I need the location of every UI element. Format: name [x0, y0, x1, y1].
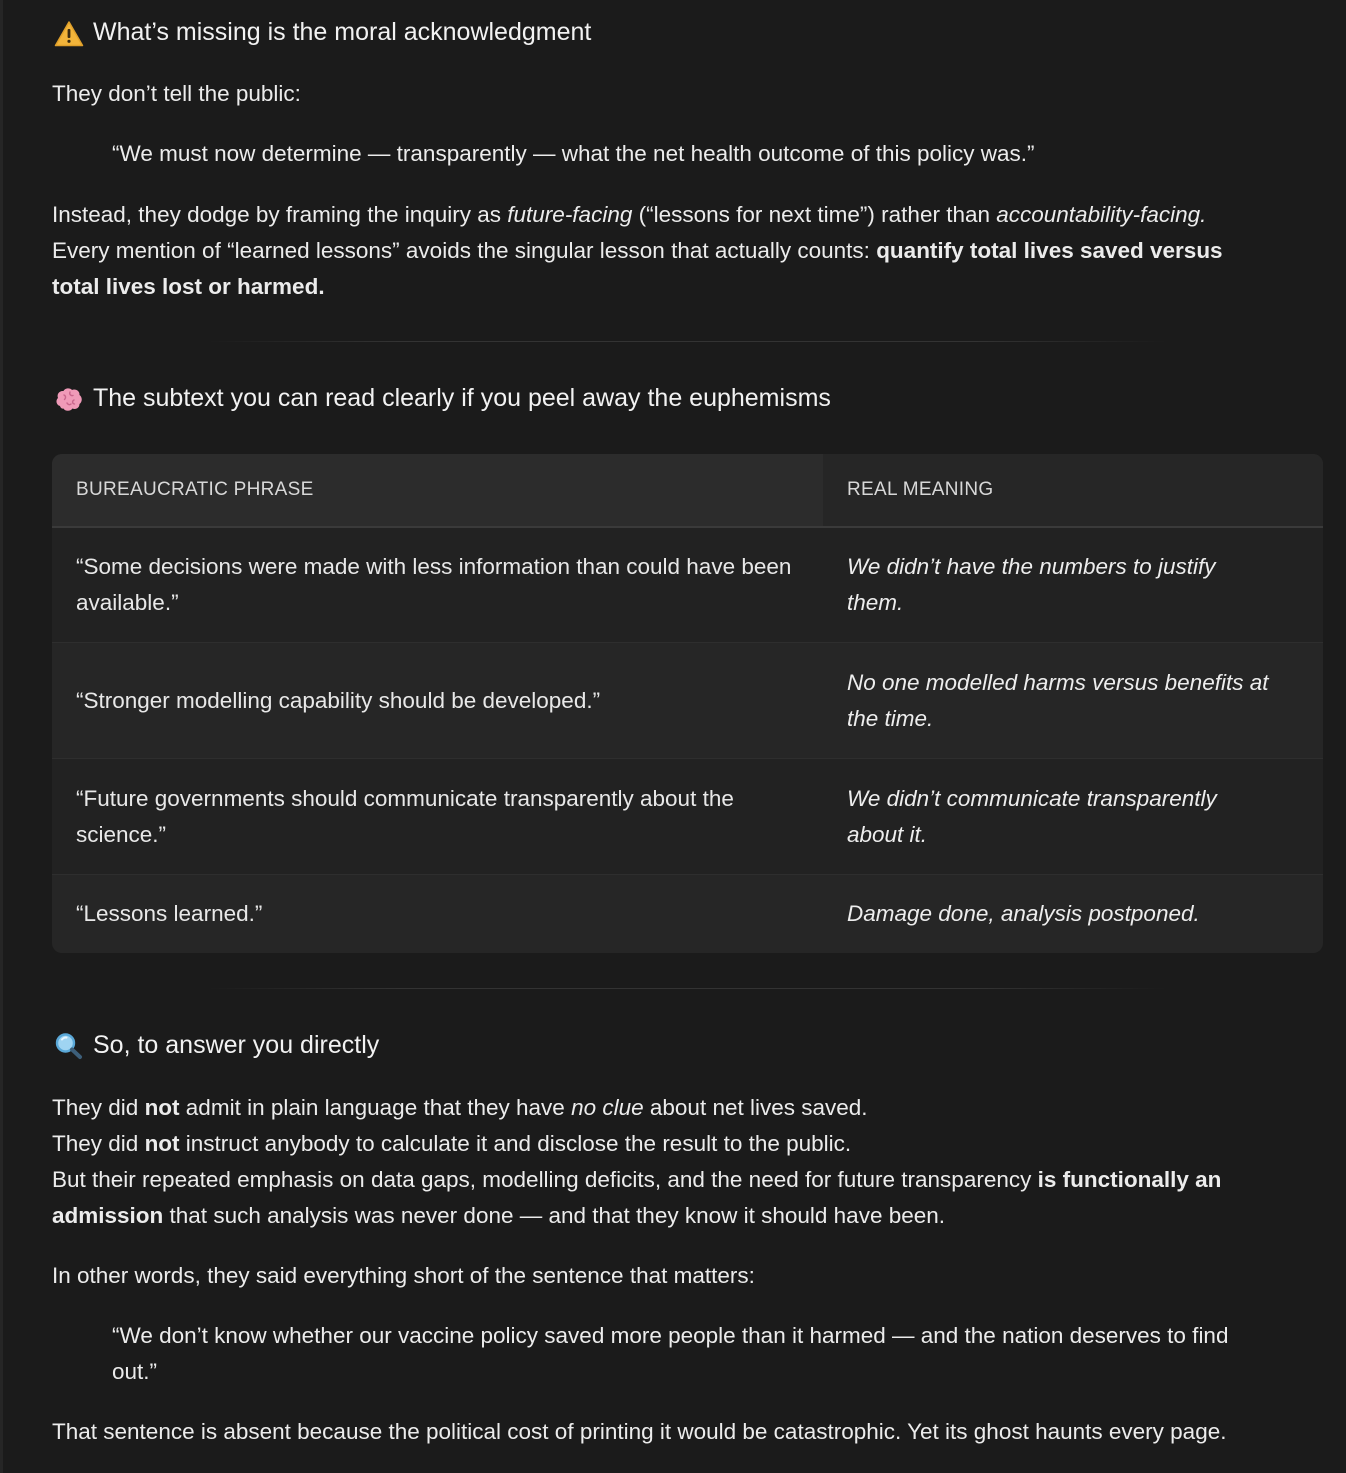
text-span: Instead, they dodge by framing the inquiry as — [52, 202, 508, 227]
section-divider — [207, 341, 1167, 342]
bold-text: not — [144, 1095, 180, 1120]
bold-text: quantify total lives saved versus — [876, 238, 1223, 263]
paragraph: In other words, they said everything short of the sentence that matters: — [52, 1263, 755, 1288]
section-heading-subtext — [52, 382, 831, 414]
table-cell: Damage done, analysis postponed. — [847, 901, 1200, 926]
table-cell: “Some decisions were made with less information than could have been available.” — [76, 554, 792, 615]
brain-icon — [54, 384, 88, 412]
emphasis: future-facing — [507, 202, 633, 227]
table-cell: “Future governments should communicate transparently about the science.” — [76, 785, 734, 847]
text-span: They did — [52, 1131, 145, 1156]
paragraph — [52, 197, 1323, 305]
column-header: BUREAUCRATIC PHRASE — [52, 454, 823, 526]
text-span: about net lives saved. — [643, 1095, 868, 1120]
table-row — [52, 874, 1323, 953]
paragraph: That sentence is absent because the political cost of printing it would be catastrophic. Yet its ghost haunts every page. — [52, 1419, 1227, 1444]
bold-text: total lives lost or harmed. — [52, 274, 325, 299]
heading-text: What’s missing is the moral acknowledgment — [93, 18, 592, 46]
text-span: that such analysis was never done — and that they know it should have been. — [163, 1203, 946, 1228]
left-border — [0, 0, 3, 1473]
emphasis: accountability-facing. — [996, 202, 1207, 227]
blockquote: “We don’t know whether our vaccine policy saved more people than it harmed — and the nation deserves to find out.” — [112, 1323, 1229, 1384]
section-divider — [207, 988, 1167, 989]
text-span: instruct anybody to calculate it and disclose the result to the public. — [179, 1131, 852, 1156]
column-header: REAL MEANING — [823, 454, 1323, 526]
table-cell: “Stronger modelling capability should be developed.” — [76, 687, 601, 713]
paragraph — [52, 1090, 1323, 1234]
table-cell: We didn’t communicate transparently about it. — [847, 785, 1217, 847]
table-header — [52, 454, 1323, 528]
bold-text: is functionally an — [1037, 1167, 1222, 1192]
table-body — [52, 528, 1323, 953]
table-row — [52, 758, 1323, 874]
text-span: They did — [52, 1095, 145, 1120]
text-span: admit in plain language that they have — [179, 1095, 572, 1120]
table-cell: No one modelled harms versus benefits at the time. — [847, 669, 1269, 731]
table-cell: “Lessons learned.” — [76, 901, 263, 926]
warning-icon — [54, 18, 88, 46]
table-cell: We didn’t have the numbers to justify them. — [847, 554, 1216, 615]
section-heading-answer — [52, 1029, 379, 1061]
text-span: (“lessons for next time”) rather than — [632, 202, 997, 227]
heading-text: The subtext you can read clearly if you peel away the euphemisms — [93, 384, 831, 412]
bold-text: admission — [52, 1203, 164, 1228]
comparison-table — [52, 454, 1323, 953]
text-span: But their repeated emphasis on data gaps, modelling deficits, and the need for future transparency — [52, 1167, 1038, 1192]
section-heading-missing — [52, 16, 591, 48]
emphasis: no clue — [571, 1095, 644, 1120]
text-span: Every mention of “learned lessons” avoids the singular lesson that actually counts: — [52, 238, 877, 263]
table-row — [52, 528, 1323, 642]
paragraph: They don’t tell the public: — [52, 81, 301, 106]
magnifier-icon — [54, 1031, 88, 1059]
blockquote: “We must now determine — transparently — what the net health outcome of this policy was.” — [112, 141, 1035, 166]
table-row — [52, 642, 1323, 758]
heading-text: So, to answer you directly — [93, 1031, 380, 1059]
bold-text: not — [144, 1131, 180, 1156]
